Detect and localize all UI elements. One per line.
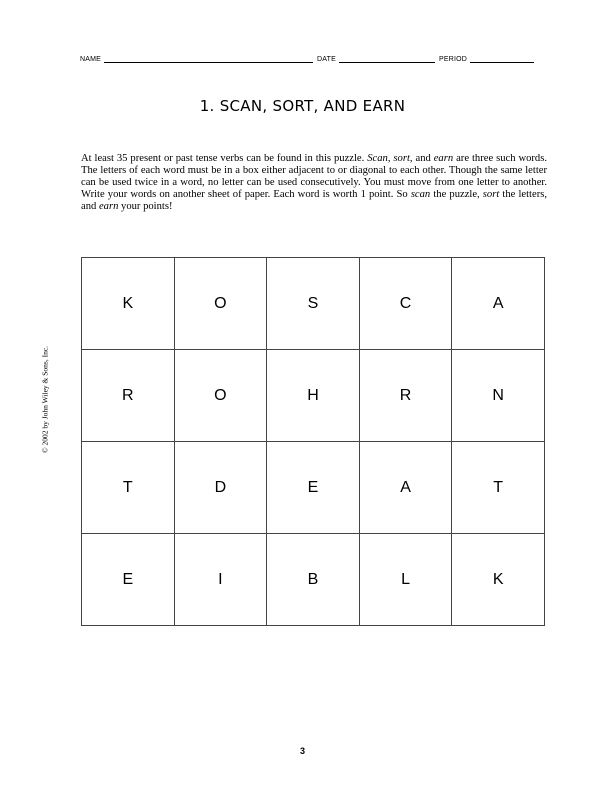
grid-row [82, 442, 545, 534]
grid-cell: E [82, 534, 175, 626]
grid-cell: R [359, 350, 452, 442]
grid-row [82, 350, 545, 442]
grid-cell: A [359, 442, 452, 534]
grid-cell: N [452, 350, 545, 442]
grid-cell: D [174, 442, 267, 534]
grid-cell: I [174, 534, 267, 626]
grid-cell: A [452, 258, 545, 350]
date-label: DATE [317, 56, 336, 63]
name-label: NAME [80, 56, 102, 63]
grid-row [82, 534, 545, 626]
grid-cell: T [452, 442, 545, 534]
grid-cell: S [267, 258, 360, 350]
grid-cell: K [82, 258, 175, 350]
instructions-paragraph: At least 35 present or past tense verbs can be found in this puzzle. Scan, sort, and earn are three such words. The letters of each word must be in a box either adjacent to or diagonal to each other. Though the same letter can be used twice in a word, no letter can be used consecutively. You must move from one letter to another. Write your words on another sheet of paper. Each word is worth 1 point. So scan the puzzle, sort the letters, and earn your points! [81, 153, 547, 212]
grid-cell: E [267, 442, 360, 534]
grid-cell: O [174, 350, 267, 442]
grid-cell: L [359, 534, 452, 626]
grid-cell: C [359, 258, 452, 350]
letter-grid [81, 257, 545, 626]
grid-cell: B [267, 534, 360, 626]
date-blank[interactable] [339, 54, 435, 63]
grid-cell: R [82, 350, 175, 442]
period-blank[interactable] [470, 54, 534, 63]
student-info-header [80, 54, 550, 63]
name-blank[interactable] [104, 54, 313, 63]
page-number: 3 [299, 746, 305, 756]
grid-cell: O [174, 258, 267, 350]
copyright-notice: © 2002 by John Wiley & Sons, Inc. [40, 345, 50, 454]
grid-cell: H [267, 350, 360, 442]
page-title: 1. SCAN, SORT, AND EARN [199, 97, 406, 115]
grid-cell: T [82, 442, 175, 534]
grid-cell: K [452, 534, 545, 626]
period-label: PERIOD [438, 56, 468, 63]
grid-row [82, 258, 545, 350]
